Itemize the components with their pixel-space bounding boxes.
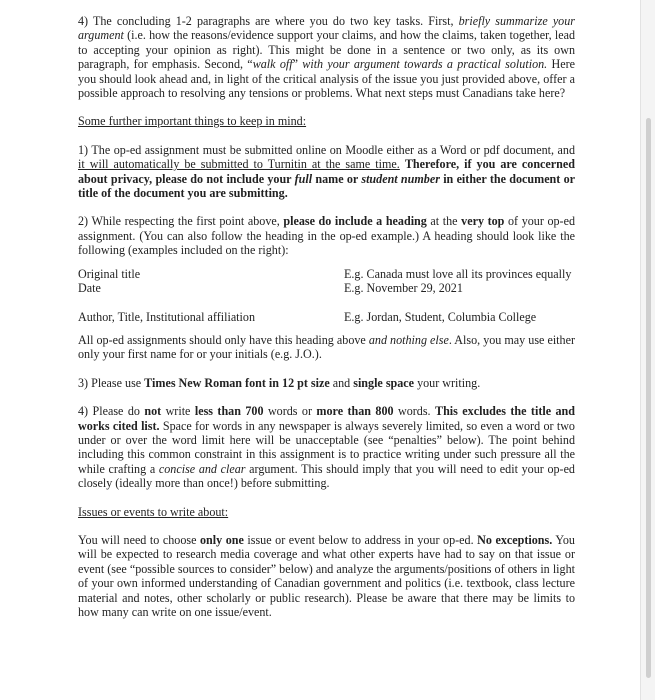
paragraph-concluding: 4) The concluding 1-2 paragraphs are where you do two key tasks. First, briefly summarize your argument (i.e. how the reasons/evidence support your claims, and how the claims, taken together, lead to accepting your opinion as right). This might be done in a sentence or two only, as its own paragraph, for emphasis. Second, “walk off” with your argument towards a practical solution. Here you should look ahead and, in light of the critical analysis of the issue you just provided above, offer a possible approach to resolving any tensions or problems. What next steps must Canadians take here? (78, 14, 575, 101)
scrollbar-thumb[interactable] (646, 118, 651, 678)
document-page (78, 14, 575, 619)
heading-field-label: Author, Title, Institutional affiliation (78, 309, 256, 324)
paragraph-item-1: 1) The op-ed assignment must be submitted online on Moodle either as a Word or pdf document, and it will automatically be submitted to Turnitin at the same time. Therefore, if you are concerned about privacy, please do not include your full name or student number in either the document or title of the document you are submitting. (78, 142, 576, 201)
paragraph-item-2: 2) While respecting the first point above, please do include a heading at the very top of your op-ed assignment. (You can also follow the heading in the op-ed example.) A heading should look like the following (examples included on the right): (78, 214, 576, 258)
heading-field-example: E.g. November 29, 2021 (344, 281, 463, 296)
scrollbar-track[interactable] (640, 0, 655, 700)
heading-further-things: Some further important things to keep in mind: (78, 114, 307, 129)
paragraph-issues: You will need to choose only one issue or event below to address in your op-ed. No exceptions. You will be expected to research media coverage and what other experts have had to say on that issue or event (see “possible sources to consider” below) and analyze the arguments/positions of others in light of your own informed understanding of Canadian government and politics (i.e. textbook, class lecture material and notes, other scholarly or public research). Please be aware that there may be limits to how many can write on one issue/event. (78, 532, 575, 619)
heading-issues-events: Issues or events to write about: (78, 504, 229, 519)
heading-field-example: E.g. Canada must love all its provinces equally (344, 266, 572, 281)
paragraph-item-4: 4) Please do not write less than 700 words or more than 800 words. This excludes the title and works cited list. Space for words in any newspaper is always severely limited, so even a word or two under or over the word limit here will be unacceptable (see “penalties” below). The point behind including this common constraint in this assignment is to practice writing under such pressure all the while crafting a concise and clear argument. This should imply that you will need to edit your op-ed closely (ideally more than once!) before submitting. (78, 404, 575, 491)
paragraph-item-3: 3) Please use Times New Roman font in 12 pt size and single space your writing. (78, 375, 481, 390)
heading-example-row (78, 267, 575, 281)
heading-field-label: Date (78, 281, 101, 296)
heading-example-row (78, 281, 575, 295)
heading-example-row (78, 310, 575, 324)
heading-field-label: Original title (78, 266, 141, 281)
paragraph-heading-note: All op-ed assignments should only have this heading above and nothing else. Also, you may use either only your first name for or your initials (e.g. J.O.). (78, 332, 575, 362)
heading-field-example: E.g. Jordan, Student, Columbia College (344, 309, 537, 324)
